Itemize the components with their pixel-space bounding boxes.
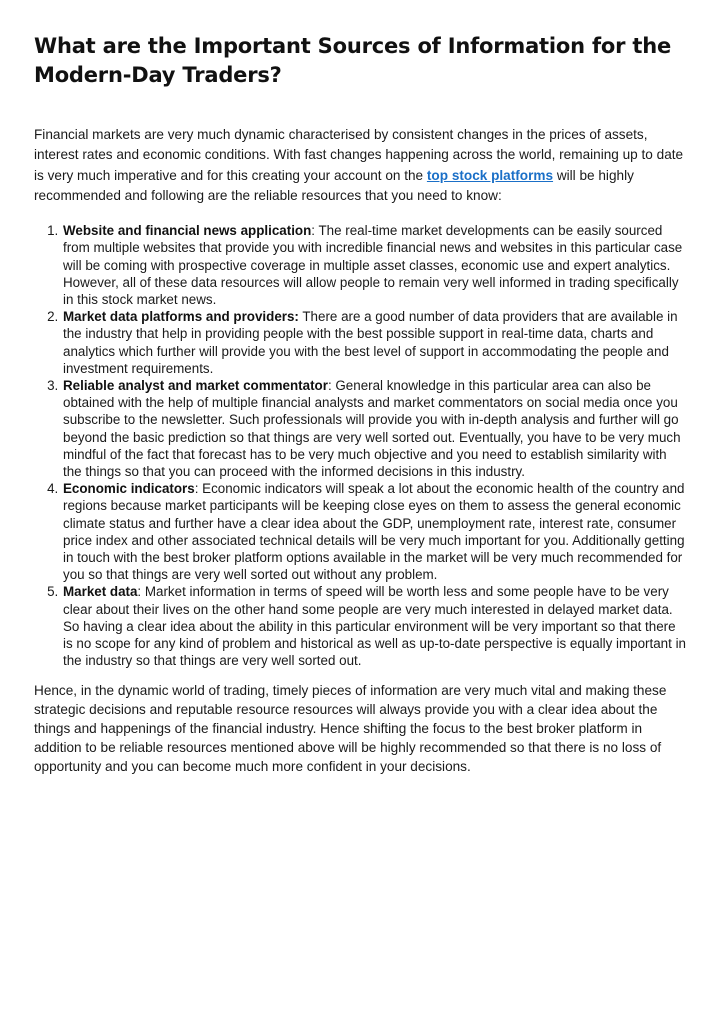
list-item: [62, 480, 686, 583]
list-item-body: : General knowledge in this particular area can also be obtained with the help of multiple financial analysts and market commentators on social media once you subscribe to the newsletter. Such professionals will provide you with in-depth analysis and further will go beyond the basic prediction so that things are very well sorted out. Eventually, you have to be very much mindful of the fact that forecast has to be very much objective and you need to establish similarity with the things so that you can proceed with the informed decisions in this industry.: [63, 378, 681, 480]
list-item-heading: Reliable analyst and market commentator: [63, 378, 328, 394]
list-item-body: There are a good number of data providers that are available in the industry that help in providing people with the best possible support in real-time data, charts and analytics which further will provide you with the best level of support in accommodating the people and investment requirements.: [63, 309, 678, 376]
list-item: [62, 377, 686, 480]
top-stock-platforms-link[interactable]: top stock platforms: [426, 167, 554, 183]
article: [34, 32, 686, 776]
conclusion-paragraph: Hence, in the dynamic world of trading, timely pieces of information are very much vital and making these strategic decisions and reputable resource resources will always provide you with a clear idea about the things and happenings of the financial industry. Hence shifting the focus to the best broker platform in addition to be reliable resources mentioned above will be highly recommended so that there is no loss of opportunity and you can become much more confident in your decisions.: [34, 683, 667, 774]
list-item-heading: Market data platforms and providers:: [63, 309, 299, 325]
sources-list: [34, 222, 686, 669]
list-item: [62, 222, 686, 308]
list-item: [62, 308, 686, 377]
list-item-heading: Website and financial news application: [63, 223, 312, 239]
list-item-heading: Economic indicators: [63, 481, 195, 497]
list-item-body: : Economic indicators will speak a lot about the economic health of the country and regions because market participants will be keeping close eyes on them to assess the general economic climate status and further have a clear idea about the GDP, unemployment rate, interest rate, consumer price index and other associated technical details will be very much important for you. Additionally getting in touch with the best broker platform options available in the market will be very much recommended for you so that things are very well sorted out without any problem.: [63, 481, 685, 583]
intro-text-after-link: will be highly recommended and following are the reliable resources that you need to know:: [34, 167, 634, 203]
intro-paragraph: [34, 125, 686, 206]
list-item-body: : The real-time market developments can be easily sourced from multiple websites that provide you with incredible financial news and websites in this particular case will be coming with prospective coverage in multiple asset classes, economic use and expert analytics. However, all of these data resources will allow people to remain very well informed in trading specifically in this stock market news.: [63, 223, 683, 307]
list-item-heading: Market data: [63, 584, 138, 600]
list-item: [62, 583, 686, 669]
list-item-body: : Market information in terms of speed will be worth less and some people have to be very clear about their lives on the other hand some people are very much interested in delayed market data. So having a clear idea about the ability in this particular environment will be very important so that there is no scope for any kind of problem and historical as well as up-to-date perspective is equally important in the industry so that things are very well sorted out.: [63, 584, 686, 669]
intro-text-before-link: Financial markets are very much dynamic characterised by consistent changes in the prices of assets, interest rates and economic conditions. With fast changes happening across the world, remaining up to date is very much imperative and for this creating your account on the: [34, 127, 684, 183]
article-title: What are the Important Sources of Information for the Modern-Day Traders?: [34, 34, 672, 87]
